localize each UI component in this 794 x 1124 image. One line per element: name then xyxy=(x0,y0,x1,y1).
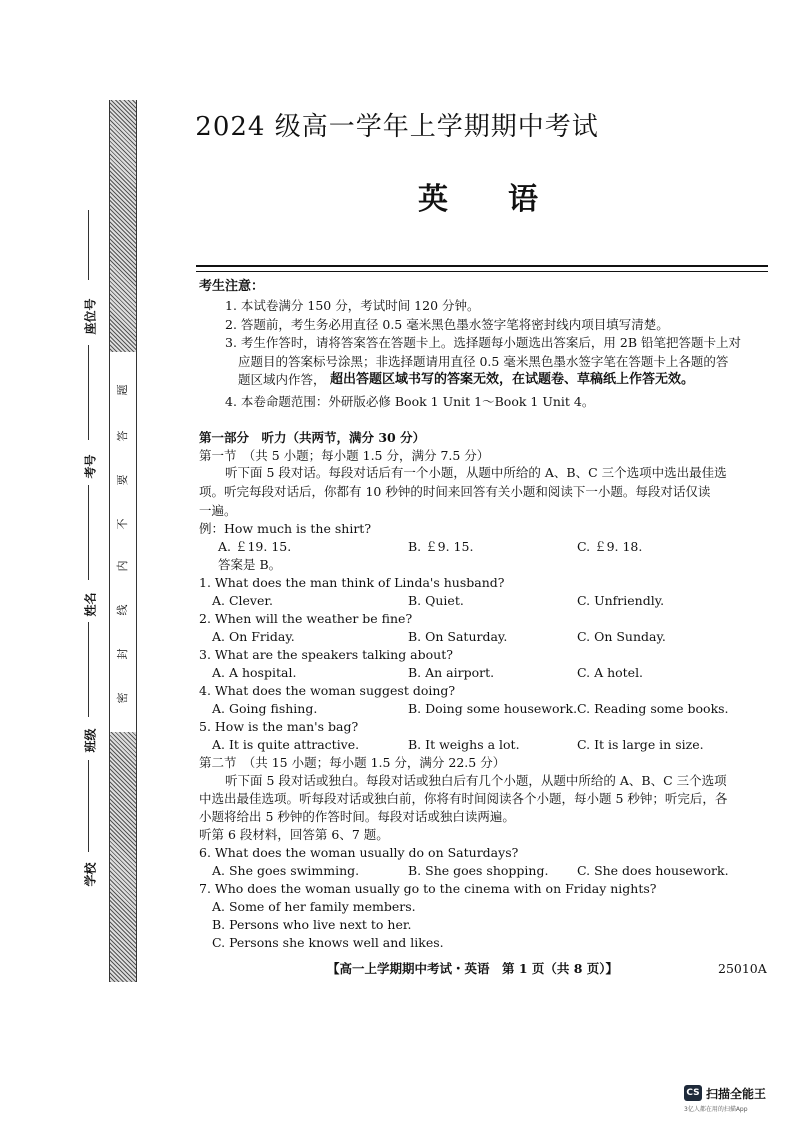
option: B. Quiet. xyxy=(408,593,464,608)
option: A. She goes swimming. xyxy=(212,863,360,878)
scanner-logo-icon: CS xyxy=(684,1085,702,1101)
option: B. It weighs a lot. xyxy=(408,737,520,752)
school-line xyxy=(88,760,89,852)
header-rule-thin xyxy=(196,271,768,272)
seat-label: 座位号 xyxy=(83,298,98,335)
question: 6. What does the woman usually do on Saturdays? xyxy=(199,845,519,860)
instruction-line: 听下面 5 段对话或独白。每段对话或独白后有几个小题，从题中所给的 A、B、C 三个选项 xyxy=(225,773,727,788)
part1-heading: 第一部分 听力（共两节，满分 30 分） xyxy=(199,430,426,445)
option: B. On Saturday. xyxy=(408,629,508,644)
instruction-line: 中选出最佳选项。听每段对话或独白前，你将有时间阅读各个小题，每小题 5 秒钟；听完后，各 xyxy=(199,791,728,806)
seal-char: 要 xyxy=(116,474,129,486)
notice-emphasis: 超出答题区域书写的答案无效，在试题卷、草稿纸上作答无效。 xyxy=(330,372,695,387)
example-question: 例：How much is the shirt? xyxy=(199,521,372,536)
notice-item: 1. 本试卷满分 150 分，考试时间 120 分钟。 xyxy=(225,298,480,313)
option: A. A hospital. xyxy=(212,665,297,680)
option: C. Unfriendly. xyxy=(577,593,665,608)
subject-char-1: 英 xyxy=(418,182,448,217)
option: C. It is large in size. xyxy=(577,737,704,752)
seal-char: 内 xyxy=(116,560,129,572)
school-label: 学校 xyxy=(83,862,98,887)
instruction-line: 小题将给出 5 秒钟的作答时间。每段对话或独白读两遍。 xyxy=(199,809,515,824)
option: A. Going fishing. xyxy=(212,701,318,716)
scanner-app-name: 扫描全能王 xyxy=(706,1087,767,1101)
name-label: 姓名 xyxy=(83,592,98,617)
section2-heading: 第二节 （共 15 小题；每小题 1.5 分，满分 22.5 分） xyxy=(199,755,506,770)
example-option: B. ￡9. 15. xyxy=(408,539,474,554)
material-heading: 听第 6 段材料，回答第 6、7 题。 xyxy=(199,827,389,842)
notice-item: 3. 考生作答时，请将答案答在答题卡上。选择题每小题选出答案后，用 2B 铅笔把答题卡上对 xyxy=(225,335,741,350)
question: 2. When will the weather be fine? xyxy=(199,611,413,626)
example-option: C. ￡9. 18. xyxy=(577,539,643,554)
exam-no-line xyxy=(88,345,89,440)
question: 3. What are the speakers talking about? xyxy=(199,647,453,662)
option: A. On Friday. xyxy=(212,629,295,644)
scanner-tagline: 3亿人都在用的扫描App xyxy=(684,1106,748,1113)
question: 7. Who does the woman usually go to the cinema with on Friday nights? xyxy=(199,881,657,896)
notice-item: 4. 本卷命题范围：外研版必修 Book 1 Unit 1～Book 1 Unit 4。 xyxy=(225,394,595,409)
option: B. An airport. xyxy=(408,665,495,680)
seal-char: 线 xyxy=(116,604,129,616)
instruction-line: 听下面 5 段对话。每段对话后有一个小题，从题中所给的 A、B、C 三个选项中选出最佳选 xyxy=(225,465,727,480)
option: A. It is quite attractive. xyxy=(212,737,360,752)
notice-item: 题区域内作答， xyxy=(238,372,326,387)
question: 1. What does the man think of Linda's husband? xyxy=(199,575,505,590)
example-answer: 答案是 B。 xyxy=(218,557,282,572)
option: C. Reading some books. xyxy=(577,701,729,716)
notice-heading: 考生注意： xyxy=(199,279,265,294)
subject-char-2: 语 xyxy=(508,182,538,217)
seal-char: 封 xyxy=(116,648,129,660)
question: 5. How is the man's bag? xyxy=(199,719,359,734)
option: B. She goes shopping. xyxy=(408,863,549,878)
option: A. Clever. xyxy=(212,593,273,608)
instruction-line: 项。听完每段对话后，你都有 10 秒钟的时间来回答有关小题和阅读下一小题。每段对话仅读 xyxy=(199,484,711,499)
header-rule-thick xyxy=(196,265,768,267)
section1-heading: 第一节 （共 5 小题；每小题 1.5 分，满分 7.5 分） xyxy=(199,448,490,463)
seal-char: 题 xyxy=(116,384,129,396)
option: B. Doing some housework. xyxy=(408,701,578,716)
notice-item: 应题目的答案标号涂黑；非选择题请用直径 0.5 毫米黑色墨水签字笔在答题卡上各题的答 xyxy=(238,354,729,369)
question: 4. What does the woman suggest doing? xyxy=(199,683,456,698)
option: C. On Sunday. xyxy=(577,629,666,644)
page-footer: 【高一上学期期中考试・英语 第 1 页（共 8 页）】 xyxy=(327,961,619,976)
name-line xyxy=(88,485,89,580)
exam-no-label: 考号 xyxy=(83,454,98,479)
option: C. Persons she knows well and likes. xyxy=(212,935,444,950)
instruction-line: 一遍。 xyxy=(199,503,237,518)
class-label: 班级 xyxy=(83,728,98,753)
option: A. Some of her family members. xyxy=(212,899,416,914)
seal-strip-text-area xyxy=(109,352,137,732)
class-line xyxy=(88,622,89,717)
option: C. She does housework. xyxy=(577,863,729,878)
seal-char: 不 xyxy=(116,518,129,530)
notice-item: 2. 答题前，考生务必用直径 0.5 毫米黑色墨水签字笔将密封线内项目填写清楚。 xyxy=(225,317,669,332)
seal-char: 答 xyxy=(116,430,129,442)
option: C. A hotel. xyxy=(577,665,644,680)
seal-char: 密 xyxy=(116,692,129,704)
example-option: A. ￡19. 15. xyxy=(218,539,292,554)
seat-line xyxy=(88,210,89,280)
exam-title: 2024 级高一学年上学期期中考试 xyxy=(195,112,599,142)
option: B. Persons who live next to her. xyxy=(212,917,412,932)
exam-code: 25010A xyxy=(718,961,767,976)
